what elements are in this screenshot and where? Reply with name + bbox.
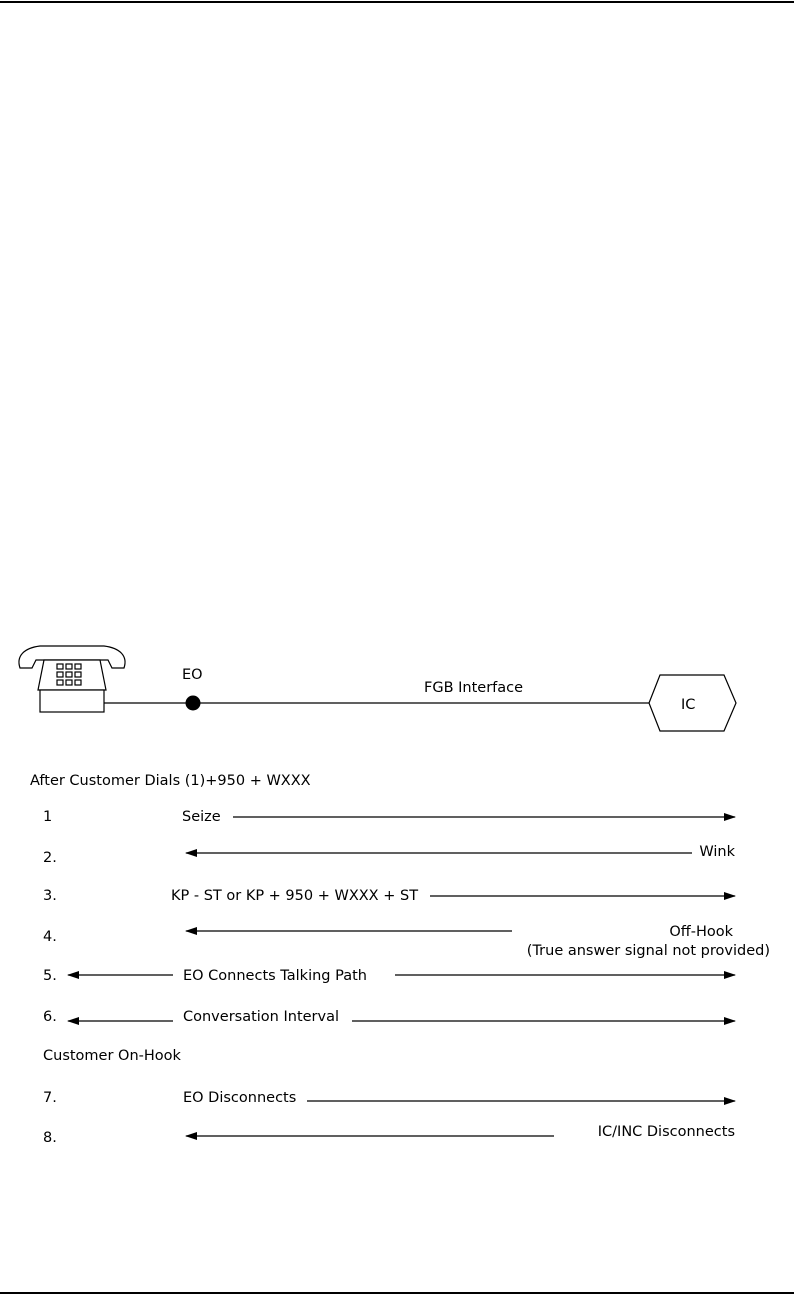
eo-label: EO xyxy=(182,667,203,683)
step-8-num: 8. xyxy=(43,1130,57,1146)
step-4-num: 4. xyxy=(43,929,57,945)
step-6-num: 6. xyxy=(43,1009,57,1025)
step-2-label: Wink xyxy=(699,844,735,860)
step-2-num: 2. xyxy=(43,850,57,866)
step-1-label: Seize xyxy=(182,809,221,825)
interface-label: FGB Interface xyxy=(424,680,524,696)
ic-label: IC xyxy=(681,697,696,713)
step-8-label: IC/INC Disconnects xyxy=(597,1124,735,1140)
step-7-label: EO Disconnects xyxy=(183,1090,297,1106)
eo-node-icon xyxy=(186,696,201,711)
step-6-label: Conversation Interval xyxy=(183,1009,340,1025)
customer-onhook-label: Customer On-Hook xyxy=(43,1048,181,1064)
telephone-icon xyxy=(19,646,125,712)
step-5-num: 5. xyxy=(43,968,57,984)
step-4-label: Off-Hook xyxy=(669,924,733,940)
step-4-note: (True answer signal not provided) xyxy=(526,943,770,959)
step-3-label: KP - ST or KP + 950 + WXXX + ST xyxy=(171,888,419,904)
step-7-num: 7. xyxy=(43,1090,57,1106)
step-3-num: 3. xyxy=(43,888,57,904)
intro-text: After Customer Dials (1)+950 + WXXX xyxy=(30,773,311,789)
step-5-label: EO Connects Talking Path xyxy=(183,968,367,984)
step-1-num: 1 xyxy=(43,809,53,825)
